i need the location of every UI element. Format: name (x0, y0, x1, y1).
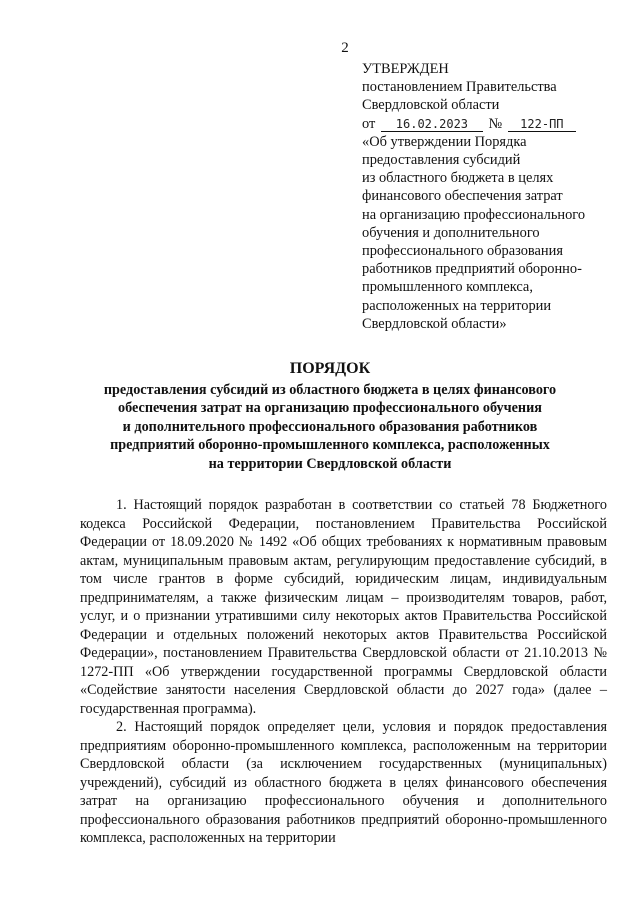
approval-subject (362, 133, 632, 333)
approval-subject-line: из областного бюджета в целях (362, 170, 554, 187)
approval-subject-line: на организацию профессионального (362, 206, 586, 223)
approval-heading: УТВЕРЖДЕН (362, 61, 449, 77)
approval-subject-line: финансового обеспечения затрат (362, 188, 563, 205)
page-number: 2 (341, 40, 349, 56)
approval-subject-line: обучения и дополнительного (362, 224, 540, 241)
approval-subject-line: расположенных на территории (362, 297, 552, 314)
approval-number: 122-ПП (508, 117, 576, 132)
approval-subject-line: промышленного комплекса, (362, 279, 533, 296)
approval-subject-line: работников предприятий оборонно- (362, 261, 582, 278)
approval-subject-line: предоставления субсидий (362, 152, 521, 169)
date-prefix: от (362, 115, 376, 132)
title-subtitle: предоставления субсидий из областного бюджета в целях финансового обеспечения затрат на организацию профессионального обучения и дополнительного профессионального образования работников предприятий оборонно-промышленного комплекса, расположенных на территории Свердловской области (103, 381, 557, 472)
title-heading: ПОРЯДОК (289, 360, 371, 377)
approval-subject-line: профессионального образования (362, 243, 563, 260)
paragraph-1: 1. Настоящий порядок разработан в соответствии со статьей 78 Бюджетного кодекса Российской Федерации, постановлением Правительства Российской Федерации от 18.09.2020 № 1492 «Об общих требованиях к нормативным правовым актам, муниципальным правовым актам, регулирующим предоставление субсидий, в том числе грантов в форме субсидий, юридическим лицам, индивидуальным предпринимателям, а также физическим лицам – производителям товаров, работ, услуг, и о признании утратившими силу некоторых актов Правительства Российской Федерации и отдельных положений некоторых актов Правительства Российской Федерации», постановлением Правительства Свердловской области от 21.10.2013 № 1272-ПП «Об утверждении государственной программы Свердловской области «Содействие занятости населения Свердловской области до 2027 года» (далее – государственная программа). (80, 497, 607, 717)
approval-stamp (362, 60, 632, 333)
approval-date-line (362, 115, 632, 133)
approval-subject-line: Свердловской области» (362, 315, 507, 332)
document-body (80, 496, 607, 848)
approval-region: Свердловской области (362, 97, 500, 114)
paragraph-2: 2. Настоящий порядок определяет цели, условия и порядок предоставления предприятиям оборонно-промышленного комплекса, расположенным на территории Свердловской области (за исключением государственных (муниципальных) учреждений), субсидий из областного бюджета в целях финансового обеспечения затрат на организацию профессионального обучения и дополнительного профессионального образования работников предприятий оборонно-промышленного комплекса, расположенных на территории (80, 719, 607, 846)
number-prefix: № (488, 115, 503, 132)
approval-date: 16.02.2023 (381, 117, 483, 132)
approval-by: постановлением Правительства (362, 79, 557, 96)
approval-subject-line: «Об утверждении Порядка (362, 133, 527, 150)
document-title (80, 360, 580, 474)
